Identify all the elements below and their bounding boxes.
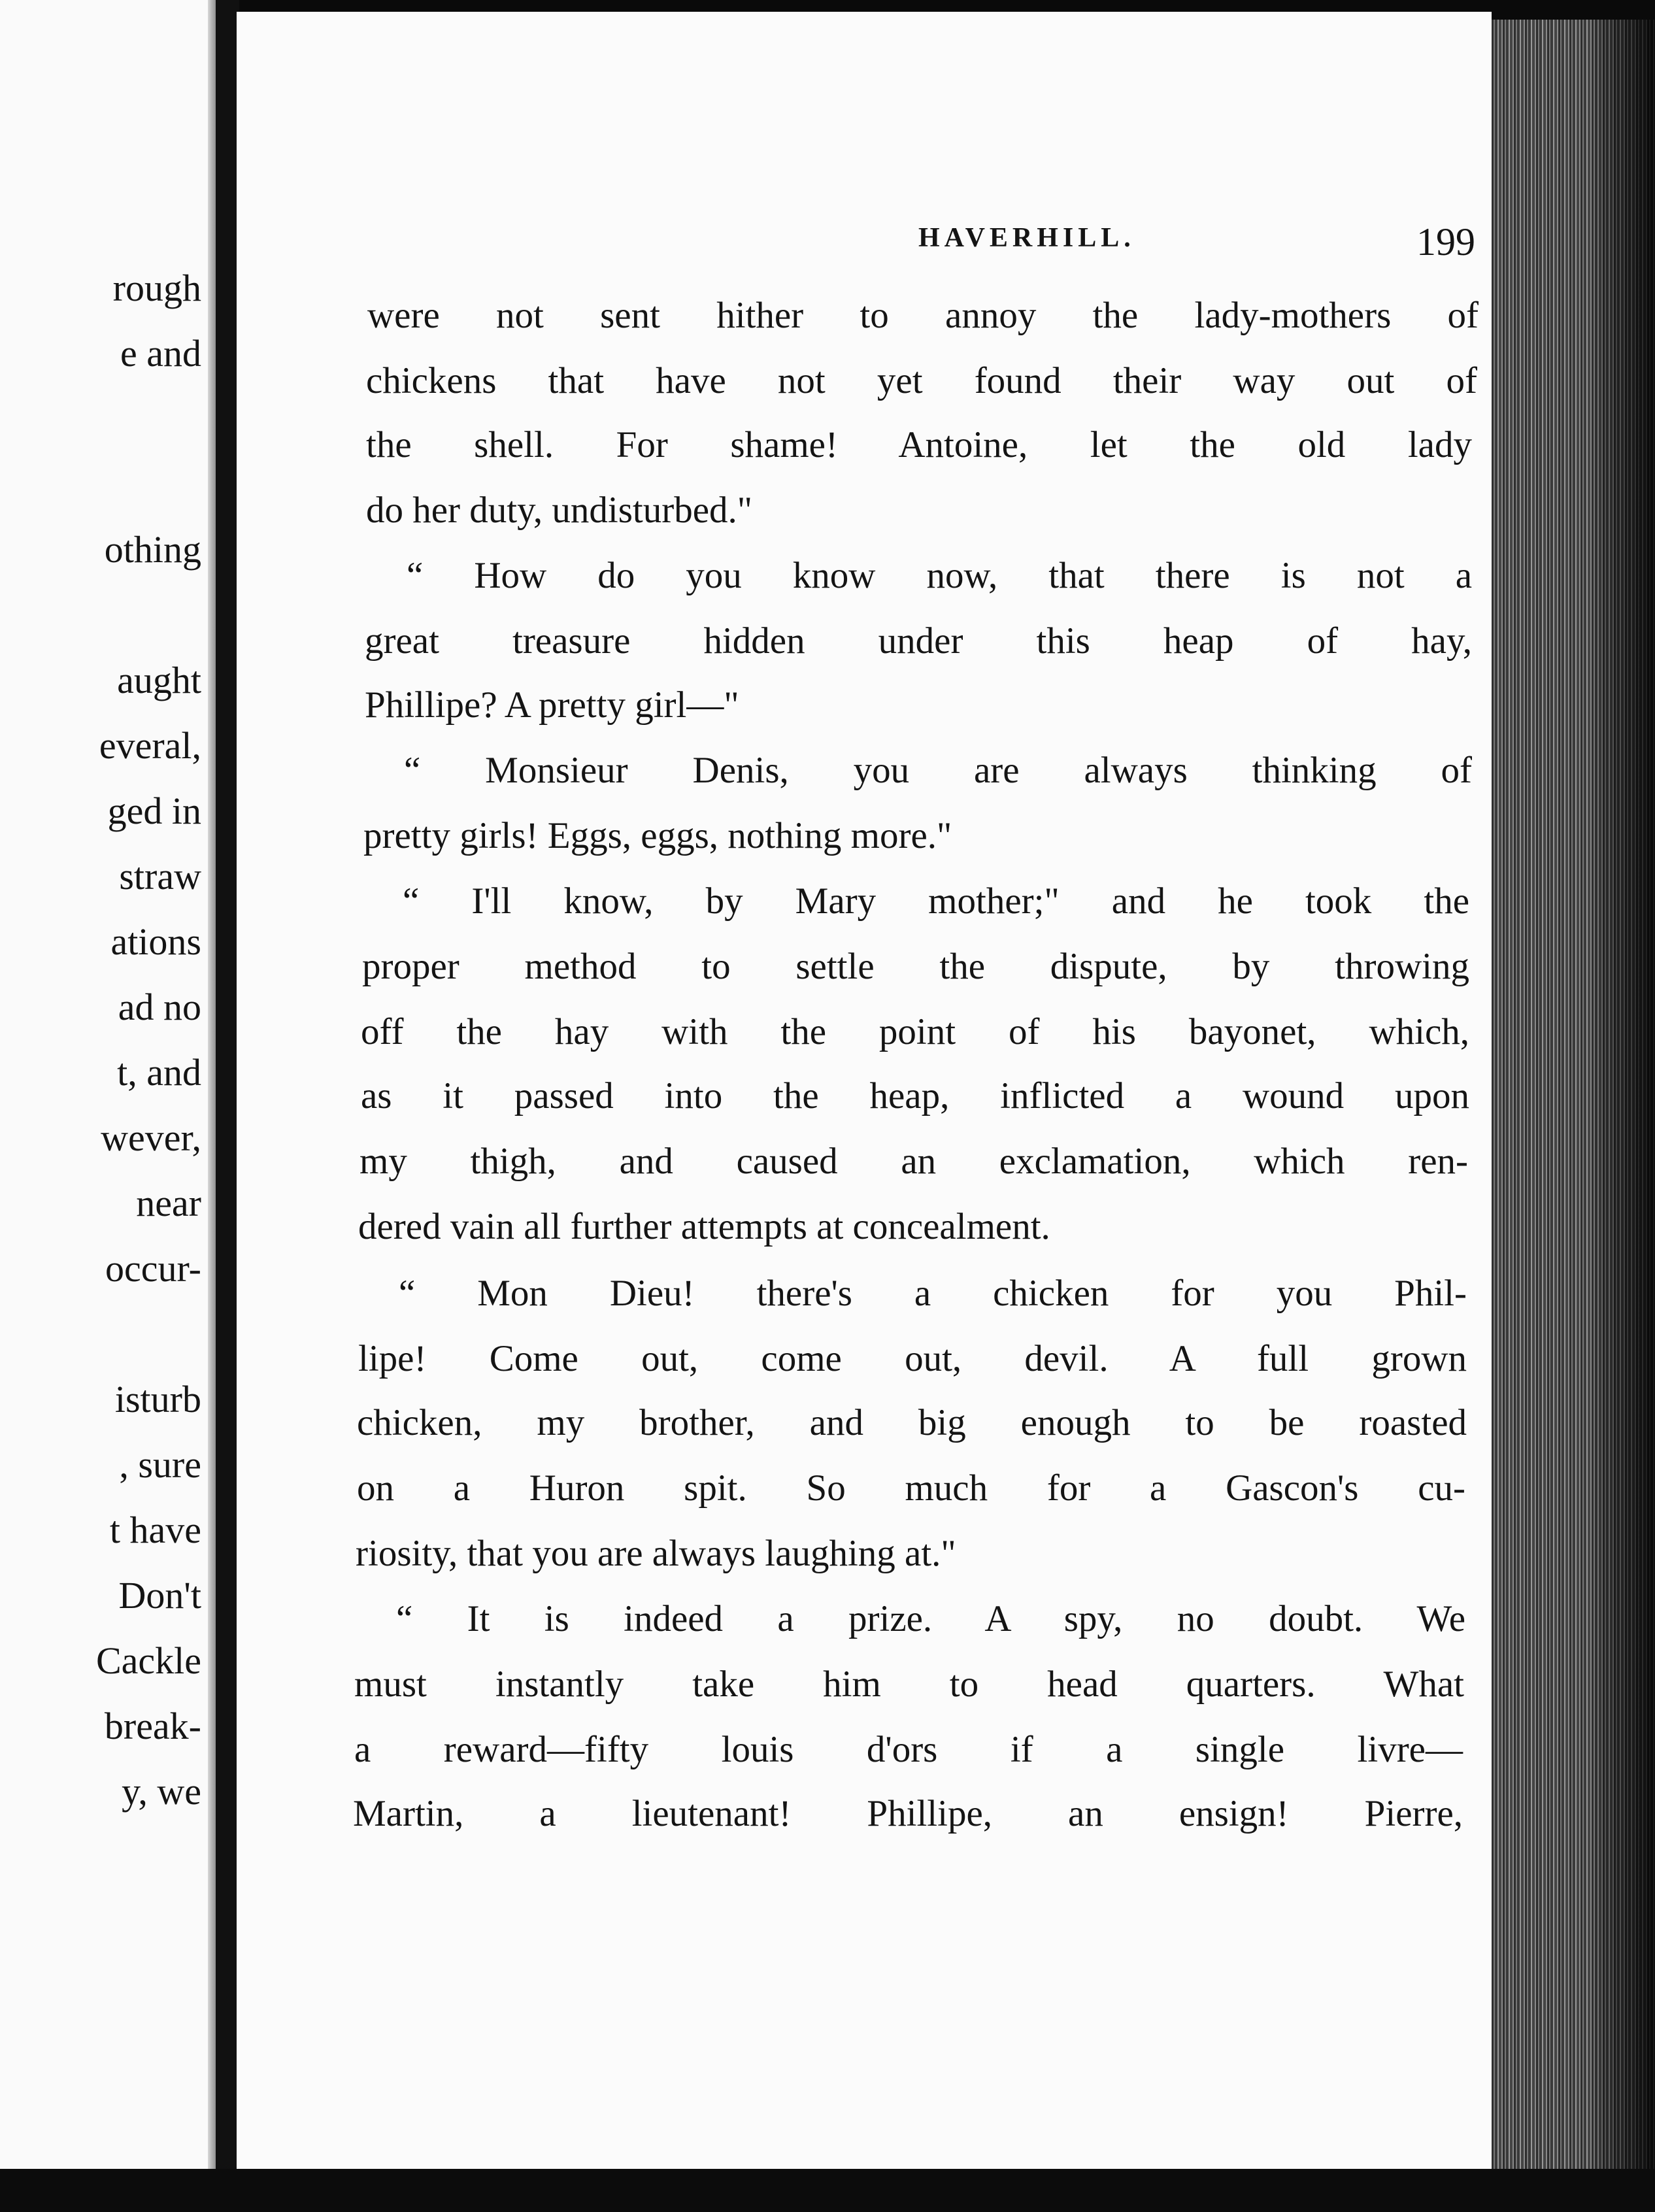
text-line: my thigh, and caused an exclamation, which ren- [359,1141,1468,1182]
left-page-line: aught [117,659,201,701]
text-line: dered vain all further attempts at concealment. [358,1206,1050,1247]
text-line: Martin, a lieutenant! Phillipe, an ensign! Pierre, [353,1793,1463,1834]
text-line: off the hay with the point of his bayonet, which, [361,1011,1469,1052]
scan-bottom-border [0,2169,1655,2212]
left-page-line: rough [112,267,201,309]
text-line: chickens that have not yet found their way out of [366,360,1477,401]
text-line: must instantly take him to head quarters. What [354,1664,1464,1705]
left-page-line: straw [119,855,201,897]
text-line: were not sent hither to annoy the lady-mothers of [367,295,1479,336]
left-page-line: isturb [114,1378,201,1420]
left-page-line: Cackle [95,1639,201,1682]
text-line: do her duty, undisturbed." [366,490,753,531]
page-block-shadow [1595,20,1655,2203]
facing-page-left [0,0,216,2183]
text-line: chicken, my brother, and big enough to be roasted [357,1402,1467,1443]
text-line: riosity, that you are always laughing at." [356,1533,956,1574]
text-line: “ How do you know now, that there is not a [407,555,1472,596]
left-page-line: t, and [117,1051,201,1094]
left-page-line: ations [110,920,201,963]
text-line: a reward—fifty louis d'ors if a single livre— [354,1729,1463,1770]
book-gutter [216,0,239,2212]
left-page-line: e and [120,332,201,375]
left-page-line: ged in [107,790,201,832]
running-head: HAVERHILL. [918,223,1135,253]
text-line: “ Mon Dieu! there's a chicken for you Phil- [399,1273,1467,1314]
left-page-line: occur- [105,1247,201,1290]
text-line: Phillipe? A pretty girl—" [365,684,739,726]
left-page-line: near [136,1182,201,1224]
text-line: “ Monsieur Denis, you are always thinking of [404,750,1472,791]
text-line: lipe! Come out, come out, devil. A full grown [358,1338,1467,1379]
left-page-line: wever, [101,1116,201,1159]
text-line: proper method to settle the dispute, by throwing [362,946,1469,987]
main-page [237,12,1492,2169]
left-page-line: break- [104,1705,201,1747]
text-line: great treasure hidden under this heap of hay, [365,620,1472,662]
text-line: “ It is indeed a prize. A spy, no doubt. We [396,1598,1465,1639]
text-line: as it passed into the heap, inflicted a wound upon [361,1075,1469,1116]
left-page-line: y, we [122,1770,201,1813]
text-line: “ I'll know, by Mary mother;" and he took the [403,880,1469,922]
left-page-line: Don't [118,1574,201,1617]
text-line: pretty girls! Eggs, eggs, nothing more." [363,815,952,856]
left-page-line: , sure [119,1443,201,1486]
text-line: the shell. For shame! Antoine, let the old lady [366,424,1472,465]
text-line: on a Huron spit. So much for a Gascon's cu- [357,1467,1465,1509]
left-page-line: t have [109,1509,201,1551]
left-page-line: everal, [99,724,201,767]
page-number: 199 [1416,220,1475,263]
left-page-line: othing [104,528,201,571]
left-page-line: ad no [118,986,201,1028]
